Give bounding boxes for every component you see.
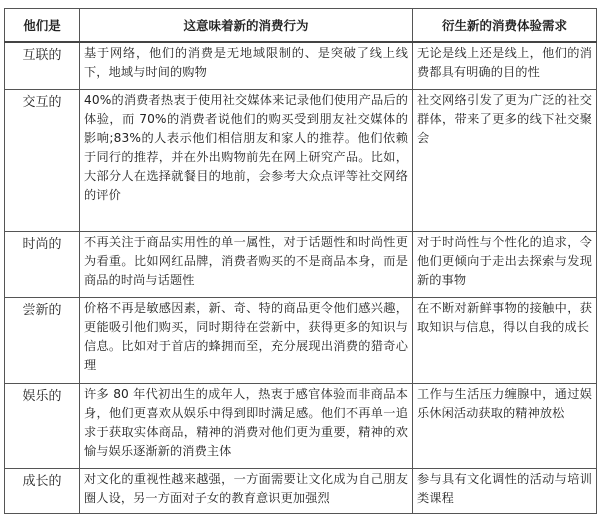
row-label: 尝新的 <box>5 297 80 383</box>
behavior-cell: 不再关注于商品实用性的单一属性，对于话题性和时尚性更为看重。比如网红品牌，消费者购买的不是商品本身，而是商品的时尚与话题性 <box>80 231 413 297</box>
header-row <box>5 9 597 43</box>
behavior-cell: 价格不再是敏感因素，新、奇、特的商品更令他们感兴趣，更能吸引他们购买，同时期待在尝新中，获得更多的知识与信息。比如对于首店的蜂拥而至，充分展现出消费的猎奇心理 <box>80 297 413 383</box>
table-row <box>5 383 597 468</box>
demand-cell: 在不断对新鲜事物的接触中，获取知识与信息，得以自我的成长 <box>413 297 597 383</box>
header-who: 他们是 <box>5 9 80 43</box>
behavior-cell: 40%的消费者热衷于使用社交媒体来记录他们使用产品后的体验，而 70%的消费者说他们的购买受到朋友社交媒体的影响;83%的人表示他们相信朋友和家人的推荐。他们依赖于同行的推荐，并在外出购物前先在网上研究产品。比如，大部分人在选择就餐目的地前，会参考大众点评等社交网络的评价 <box>80 89 413 231</box>
table-row <box>5 42 597 89</box>
behavior-cell: 许多 80 年代初出生的成年人，热衷于感官体验而非商品本身，他们更喜欢从娱乐中得到即时满足感。他们不再单一追求于获取实体商品，精神的消费对他们更为重要，精神的欢愉与娱乐逐渐新的消费主体 <box>80 383 413 468</box>
row-label: 互联的 <box>5 42 80 89</box>
table-header <box>5 9 597 43</box>
demand-cell: 工作与生活压力缠腺中，通过娱乐休闲活动获取的精神放松 <box>413 383 597 468</box>
consumer-behavior-table <box>4 8 597 514</box>
demand-cell: 无论是线上还是线上，他们的消费都具有明确的目的性 <box>413 42 597 89</box>
table-row <box>5 231 597 297</box>
row-label: 时尚的 <box>5 231 80 297</box>
row-label: 娱乐的 <box>5 383 80 468</box>
table-body <box>5 42 597 513</box>
header-behavior: 这意味着新的消费行为 <box>80 9 413 43</box>
behavior-cell: 基于网络，他们的消费是无地域限制的、是突破了线上线下，地域与时间的购物 <box>80 42 413 89</box>
row-label: 交互的 <box>5 89 80 231</box>
demand-cell: 参与具有文化调性的活动与培训类课程 <box>413 468 597 513</box>
behavior-cell: 对文化的重视性越来越强，一方面需要让文化成为自己朋友圈人设，另一方面对子女的教育意识更加强烈 <box>80 468 413 513</box>
row-label: 成长的 <box>5 468 80 513</box>
demand-cell: 对于时尚性与个性化的追求，令他们更倾向于走出去探索与发现新的事物 <box>413 231 597 297</box>
table-row <box>5 297 597 383</box>
header-demand: 衍生新的消费体验需求 <box>413 9 597 43</box>
demand-cell: 社交网络引发了更为广泛的社交群体，带来了更多的线下社交聚会 <box>413 89 597 231</box>
table-row <box>5 89 597 231</box>
table-row <box>5 468 597 513</box>
